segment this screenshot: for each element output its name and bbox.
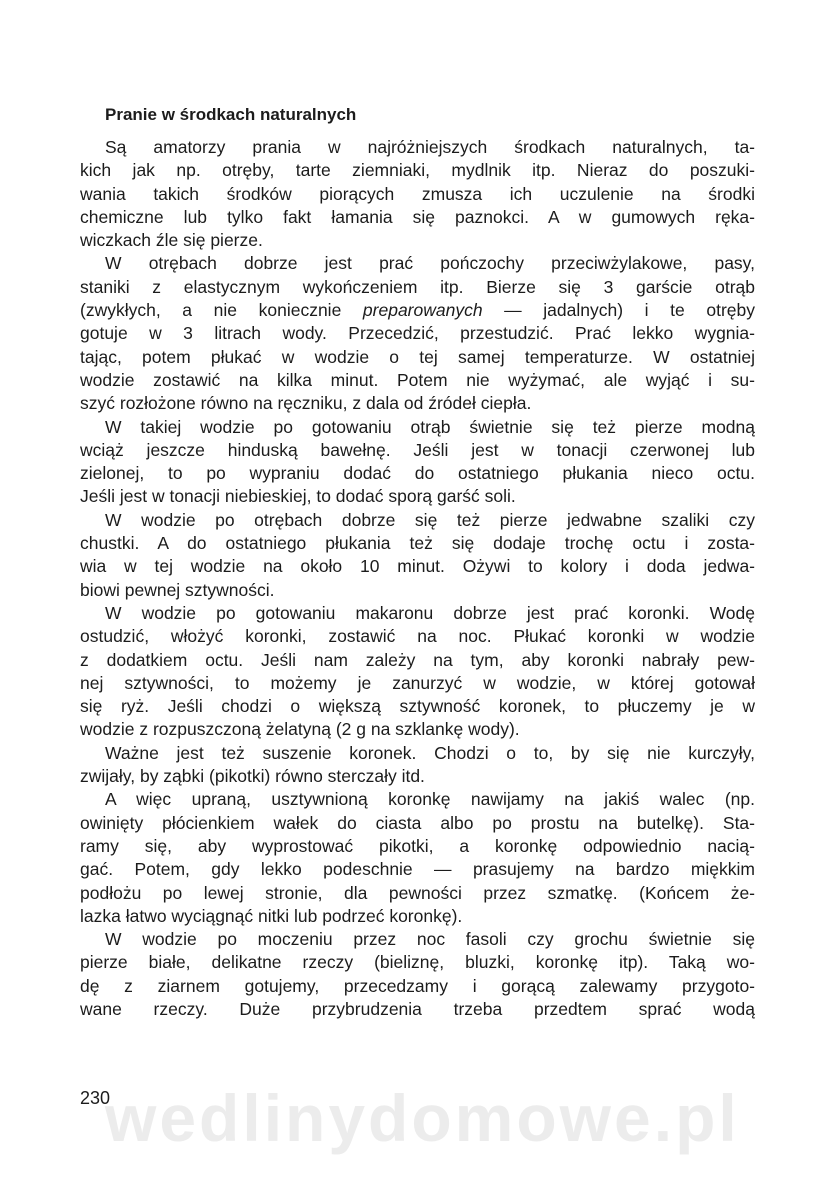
text-line: W wodzie po moczeniu przez noc fasoli czy grochu świetnie się: [105, 929, 755, 950]
text-line: gać. Potem, gdy lekko podeschnie — prasujemy na bardzo miękkim: [80, 859, 755, 880]
text-line: nej sztywności, to możemy je zanurzyć w wodzie, w której gotował: [80, 672, 755, 693]
text-line: Jeśli jest w tonacji niebieskiej, to dodać sporą garść soli.: [80, 486, 516, 507]
text-line: W wodzie po otrębach dobrze się też pierze jedwabne szaliki czy: [105, 509, 755, 530]
text-line: podłożu po lewej stronie, dla pewności przez szmatkę. (Końcem że-: [80, 882, 755, 903]
text-line: ramy się, aby wyprostować pikotki, a koronkę odpowiednio nacią-: [80, 835, 755, 856]
text-span: (zwykłych, a nie koniecznie: [80, 300, 363, 321]
text-line: szyć rozłożone równo na ręczniku, z dala od źródeł ciepła.: [80, 393, 532, 414]
text-line: pierze białe, delikatne rzeczy (bieliznę, bluzki, koronkę itp). Taką wo-: [80, 952, 755, 973]
text-line: z dodatkiem octu. Jeśli nam zależy na tym, aby koronki nabrały pew-: [80, 649, 755, 670]
text-line: wane rzeczy. Duże przybrudzenia trzeba przedtem sprać wodą: [80, 998, 755, 1019]
text-line: się ryż. Jeśli chodzi o większą sztywność koronek, to płuczemy je w: [80, 696, 755, 717]
section-heading: Pranie w środkach naturalnych: [105, 105, 357, 125]
watermark: wedlinydomowe.pl: [105, 1081, 740, 1155]
text-line: wodzie z rozpuszczoną żelatyną (2 g na szklankę wody).: [80, 719, 520, 740]
text-line: zielonej, to po wypraniu dodać do ostatniego płukania nieco octu.: [80, 463, 755, 484]
text-line: wodzie zostawić na kilka minut. Potem nie wyżymać, ale wyjąć i su-: [80, 369, 755, 390]
text-line: Są amatorzy prania w najróżniejszych środkach naturalnych, ta-: [105, 137, 755, 157]
text-line: wia w tej wodzie na około 10 minut. Ożywi to kolory i doda jedwa-: [80, 556, 755, 577]
text-line: biowi pewnej sztywności.: [80, 579, 275, 600]
text-line: Ważne jest też suszenie koronek. Chodzi o to, by się nie kurczyły,: [105, 742, 755, 763]
text-line: dę z ziarnem gotujemy, przecedzamy i gorącą zalewamy przygoto-: [80, 975, 755, 996]
text-line: W wodzie po gotowaniu makaronu dobrze jest prać koronki. Wodę: [105, 602, 755, 623]
text-line: chemiczne lub tylko fakt łamania się paznokci. A w gumowych ręka-: [80, 206, 755, 227]
text-line: ostudzić, włożyć koronki, zostawić na noc. Płukać koronki w wodzie: [80, 626, 755, 647]
text-line: staniki z elastycznym wykończeniem itp. Bierze się 3 garście otrąb: [80, 276, 755, 297]
text-line: zwijały, by ząbki (pikotki) równo sterczały itd.: [80, 766, 425, 787]
text-line: W otrębach dobrze jest prać pończochy przeciwżylakowe, pasy,: [105, 253, 755, 274]
text-span: — jadalnych) i te otręby: [482, 300, 756, 321]
text-line: gotuje w 3 litrach wody. Przecedzić, przestudzić. Prać lekko wygnia-: [80, 323, 755, 344]
text-line: A więc upraną, usztywnioną koronkę nawijamy na jakiś walec (np.: [105, 789, 755, 810]
text-line: wania takich środków piorących zmusza ich uczulenie na środki: [80, 183, 755, 204]
page-number: 230: [80, 1088, 111, 1108]
body-text: [80, 136, 755, 1021]
text-line: kich jak np. otręby, tarte ziemniaki, mydlnik itp. Nieraz do poszuki-: [80, 160, 755, 181]
text-line: lazka łatwo wyciągnąć nitki lub podrzeć koronkę).: [80, 905, 463, 926]
text-line: tając, potem płukać w wodzie o tej samej temperaturze. W ostatniej: [80, 346, 755, 367]
text-line: chustki. A do ostatniego płukania też się dodaje trochę octu i zosta-: [80, 533, 755, 554]
text-line: wciąż jeszcze hinduską bawełnę. Jeśli jest w tonacji czerwonej lub: [80, 439, 755, 460]
text-line: [80, 299, 755, 322]
text-line: W takiej wodzie po gotowaniu otrąb świetnie się też pierze modną: [105, 416, 755, 437]
italic-term: preparowanych: [362, 300, 483, 321]
text-line: wiczkach źle się pierze.: [80, 230, 263, 251]
text-line: owinięty płócienkiem wałek do ciasta albo po prostu na butelkę). Sta-: [80, 812, 755, 833]
